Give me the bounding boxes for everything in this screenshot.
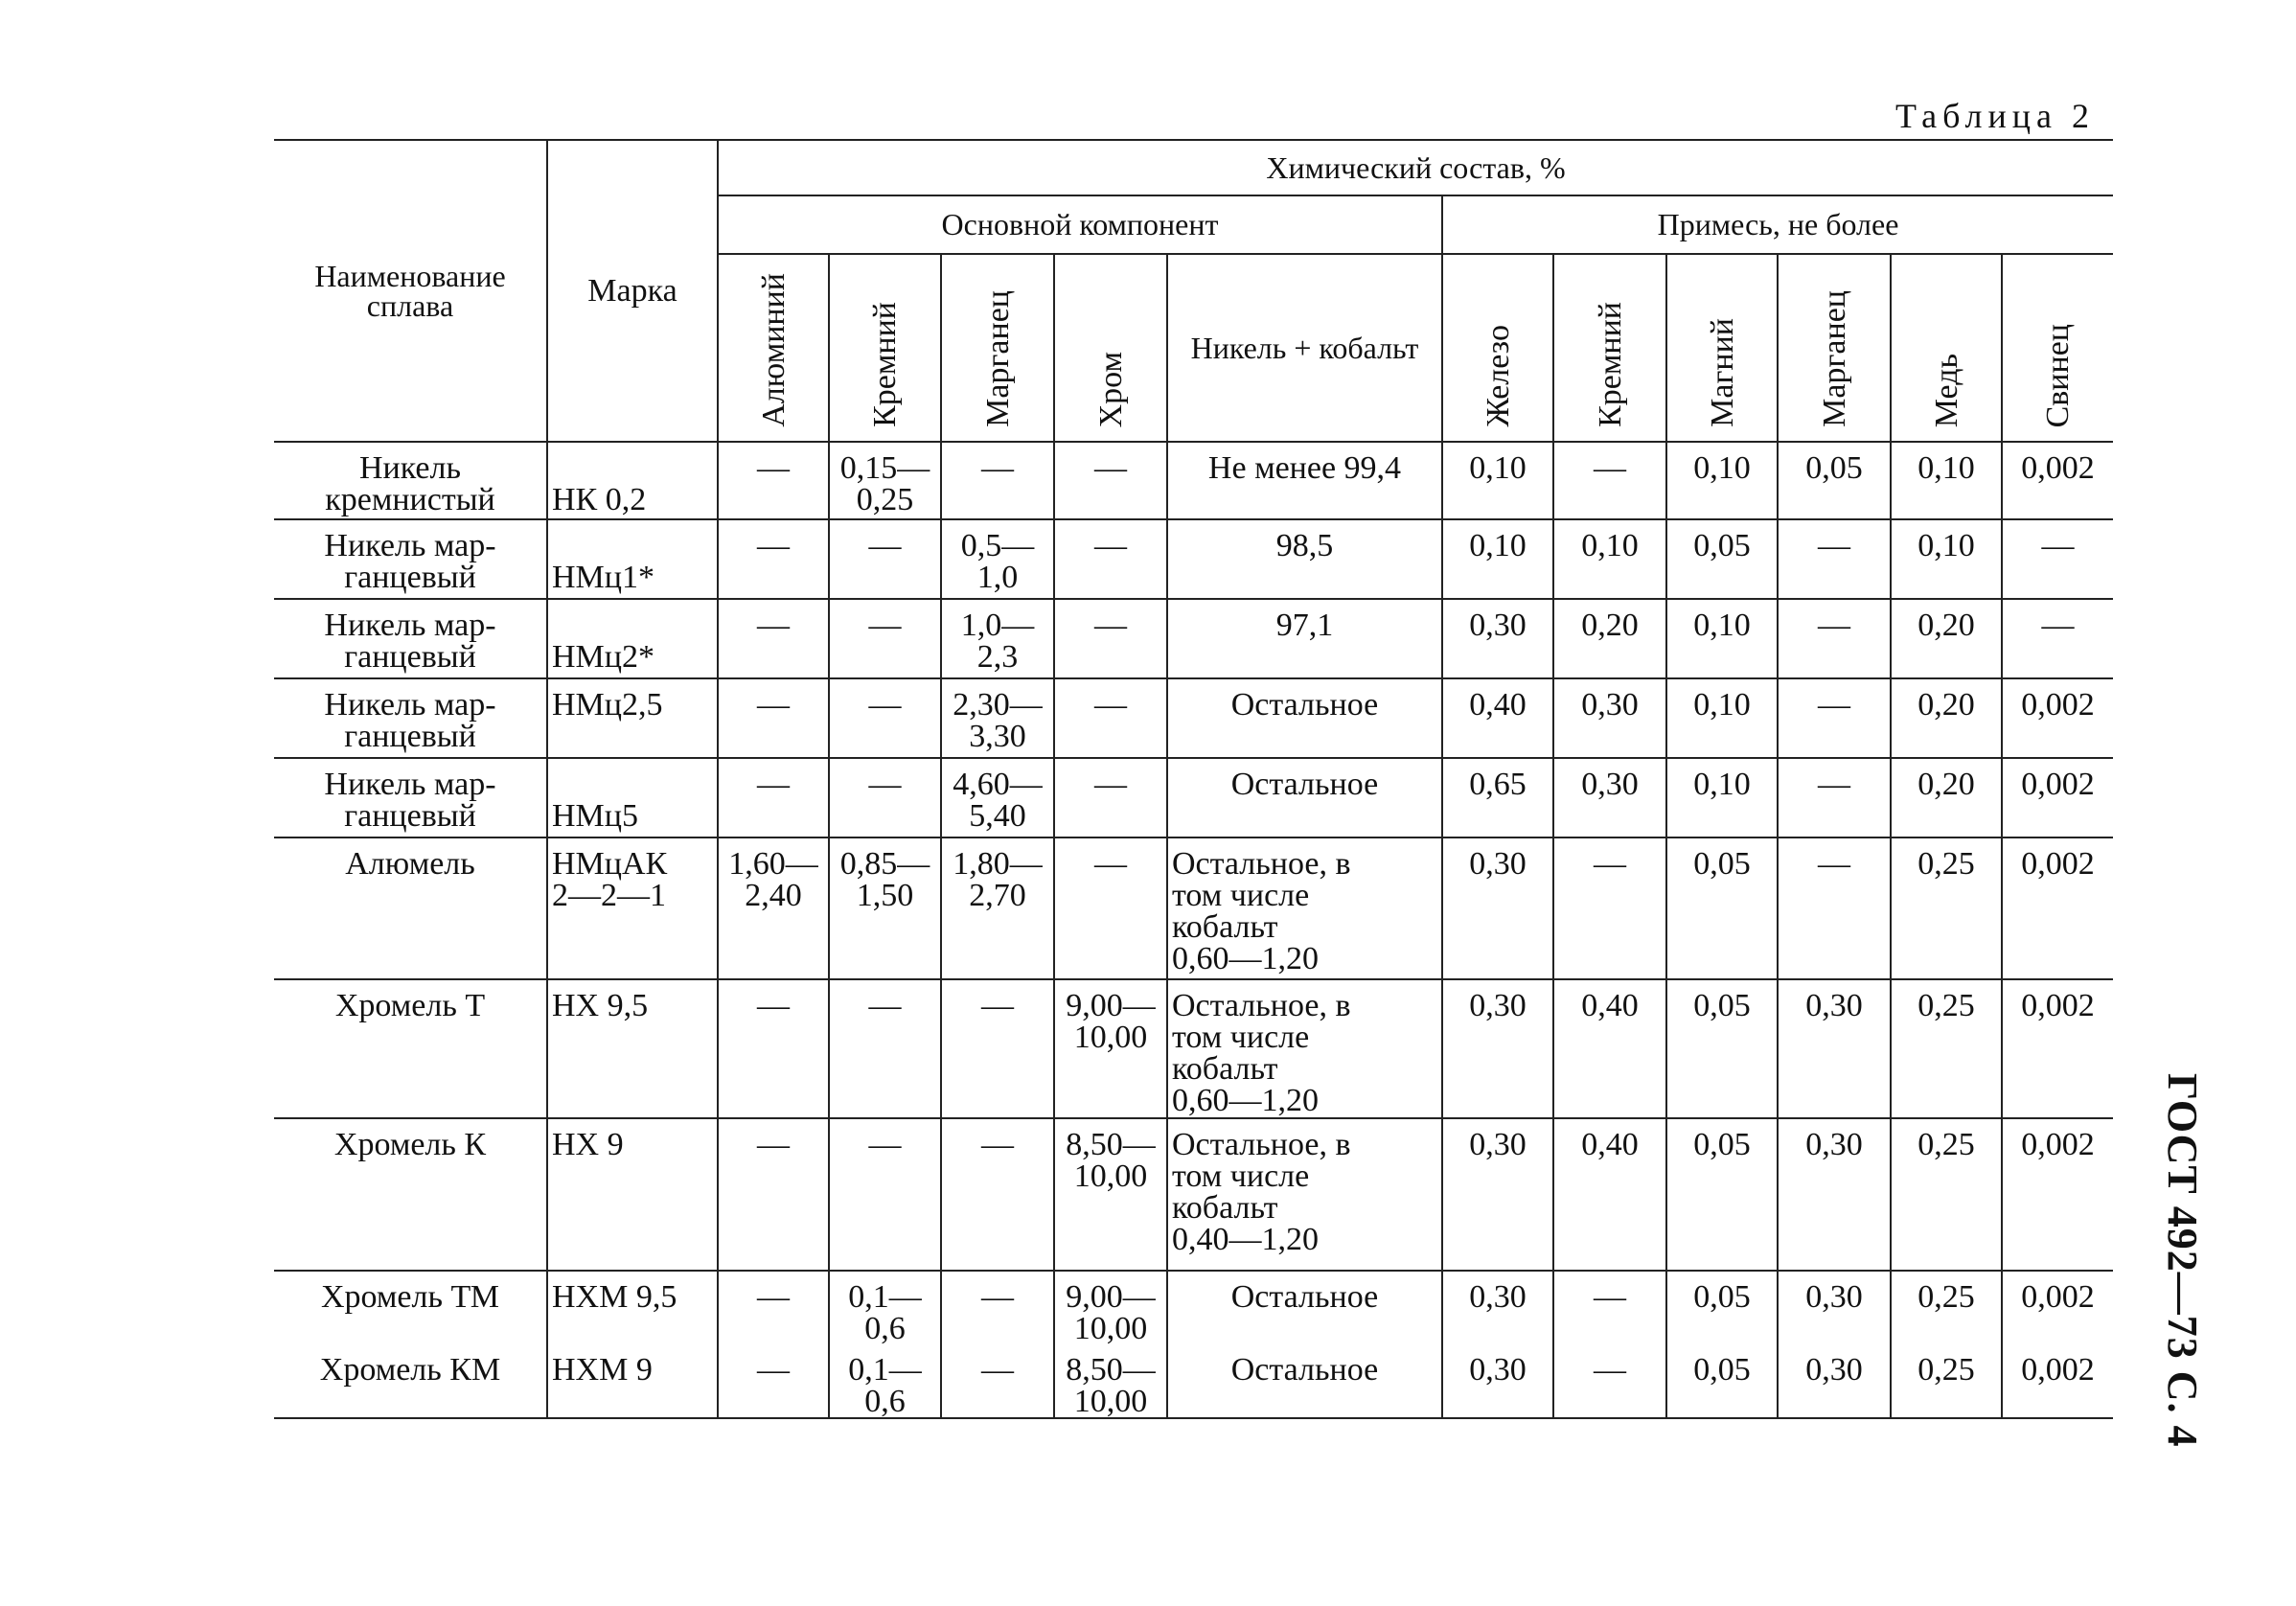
composition-cell: —	[829, 758, 941, 837]
composition-cell: 0,30	[1442, 1271, 1553, 1344]
composition-cell: 0,05	[1666, 837, 1778, 979]
composition-cell: 0,30	[1442, 599, 1553, 678]
alloy-mark: НХМ 9,5	[547, 1271, 718, 1344]
header-chemical-composition: Химический состав, %	[718, 140, 2113, 195]
composition-cell: —	[2002, 519, 2113, 599]
alloy-mark: НМц2,5	[547, 678, 718, 758]
composition-cell: 1,80— 2,70	[941, 837, 1054, 979]
column-header	[1054, 254, 1167, 442]
composition-cell: 0,1— 0,6	[829, 1271, 941, 1344]
composition-cell: 0,5— 1,0	[941, 519, 1054, 599]
column-header: Никель + кобальт	[1167, 254, 1442, 442]
composition-cell: 0,002	[2002, 442, 2113, 519]
column-header-label: Марганец	[1816, 290, 1852, 427]
composition-cell: 0,30	[1442, 979, 1553, 1118]
alloy-name: Никель мар- ганцевый	[274, 599, 547, 678]
composition-cell: 0,05	[1666, 1118, 1778, 1271]
table-row	[274, 979, 2113, 1118]
alloy-name: Хромель КМ	[274, 1344, 547, 1418]
composition-cell: —	[1778, 837, 1891, 979]
composition-cell: —	[718, 519, 829, 599]
composition-cell: —	[1553, 1271, 1666, 1344]
alloy-name: Никель мар- ганцевый	[274, 758, 547, 837]
composition-cell: —	[829, 678, 941, 758]
column-header-label: Медь	[1928, 353, 1964, 427]
composition-cell: —	[941, 1118, 1054, 1271]
table-row	[274, 837, 2113, 979]
composition-cell: 0,25	[1891, 1344, 2002, 1418]
table-row	[274, 758, 2113, 837]
column-header-label: Магний	[1704, 318, 1740, 427]
table-row	[274, 599, 2113, 678]
column-header	[1553, 254, 1666, 442]
composition-cell: —	[829, 1118, 941, 1271]
alloy-name: Никель кремнистый	[274, 442, 547, 519]
composition-cell: 0,05	[1778, 442, 1891, 519]
alloy-mark: НМц1*	[547, 519, 718, 599]
composition-cell: 0,20	[1891, 758, 2002, 837]
composition-cell: 0,05	[1666, 979, 1778, 1118]
composition-cell: 0,002	[2002, 1118, 2113, 1271]
composition-cell: 0,30	[1442, 1118, 1553, 1271]
column-header	[2002, 254, 2113, 442]
composition-cell: Остальное, в том числе кобальт 0,40—1,20	[1167, 1118, 1442, 1271]
table-row	[274, 1344, 2113, 1418]
composition-cell: 0,30	[1553, 758, 1666, 837]
column-header	[1666, 254, 1778, 442]
alloy-mark: НМц5	[547, 758, 718, 837]
composition-cell: 0,30	[1778, 1118, 1891, 1271]
composition-cell: 9,00— 10,00	[1054, 1271, 1167, 1344]
column-header	[829, 254, 941, 442]
composition-cell: 0,40	[1553, 979, 1666, 1118]
composition-cell: Остальное, в том числе кобальт 0,60—1,20	[1167, 979, 1442, 1118]
composition-cell: 97,1	[1167, 599, 1442, 678]
composition-cell: Остальное, в том числе кобальт 0,60—1,20	[1167, 837, 1442, 979]
composition-cell: —	[1778, 678, 1891, 758]
composition-cell: Остальное	[1167, 1271, 1442, 1344]
composition-cell: 0,10	[1666, 599, 1778, 678]
composition-cell: Не менее 99,4	[1167, 442, 1442, 519]
column-header	[718, 254, 829, 442]
composition-cell: —	[1054, 837, 1167, 979]
alloy-name: Алюмель	[274, 837, 547, 979]
composition-cell: 0,10	[1666, 442, 1778, 519]
composition-cell: 0,85— 1,50	[829, 837, 941, 979]
alloy-name: Хромель Т	[274, 979, 547, 1118]
composition-cell: Остальное	[1167, 678, 1442, 758]
composition-cell: 0,002	[2002, 758, 2113, 837]
alloy-mark: НХМ 9	[547, 1344, 718, 1418]
composition-cell: —	[829, 599, 941, 678]
alloy-mark: НХ 9,5	[547, 979, 718, 1118]
composition-cell: —	[941, 1344, 1054, 1418]
composition-cell: 0,20	[1891, 599, 2002, 678]
composition-cell: 0,20	[1891, 678, 2002, 758]
composition-cell: 0,30	[1442, 837, 1553, 979]
composition-cell: 0,30	[1778, 1344, 1891, 1418]
composition-cell: 2,30— 3,30	[941, 678, 1054, 758]
column-header-label: Марганец	[979, 290, 1016, 427]
alloy-name: Никель мар- ганцевый	[274, 678, 547, 758]
composition-cell: —	[1054, 519, 1167, 599]
composition-cell: 1,0— 2,3	[941, 599, 1054, 678]
alloy-mark: НК 0,2	[547, 442, 718, 519]
column-header-label: Железо	[1480, 325, 1516, 427]
document-page-label: ГОСТ 492—73 С. 4	[2159, 1073, 2206, 1448]
composition-cell: —	[2002, 599, 2113, 678]
composition-cell: 0,1— 0,6	[829, 1344, 941, 1418]
composition-cell: 0,30	[1442, 1344, 1553, 1418]
table-caption: Таблица 2	[1895, 97, 2095, 135]
composition-cell: 0,30	[1778, 1271, 1891, 1344]
composition-cell: —	[718, 1344, 829, 1418]
composition-cell: —	[718, 979, 829, 1118]
composition-cell: —	[1553, 1344, 1666, 1418]
column-header	[1778, 254, 1891, 442]
table-row	[274, 1118, 2113, 1271]
column-header-label: Свинец	[2040, 323, 2076, 427]
composition-cell: —	[1778, 599, 1891, 678]
composition-cell: 0,30	[1778, 979, 1891, 1118]
table-row	[274, 442, 2113, 519]
composition-cell: 0,25	[1891, 837, 2002, 979]
composition-cell: 0,10	[1442, 442, 1553, 519]
composition-cell: 0,25	[1891, 1118, 2002, 1271]
composition-cell: 0,05	[1666, 1271, 1778, 1344]
composition-cell: —	[829, 519, 941, 599]
composition-cell: 0,05	[1666, 519, 1778, 599]
alloy-mark: НМцАК 2—2—1	[547, 837, 718, 979]
alloy-name: Хромель ТМ	[320, 1279, 500, 1315]
composition-cell: 0,15— 0,25	[829, 442, 941, 519]
composition-cell: —	[1553, 442, 1666, 519]
composition-cell: —	[1054, 599, 1167, 678]
composition-cell: 0,002	[2002, 678, 2113, 758]
column-header	[941, 254, 1054, 442]
table-row	[274, 678, 2113, 758]
composition-cell: —	[829, 979, 941, 1118]
alloy-mark: НМц2*	[547, 599, 718, 678]
column-header-label: Кремний	[1592, 302, 1628, 427]
composition-cell: —	[1054, 758, 1167, 837]
composition-cell: 0,25	[1891, 979, 2002, 1118]
composition-cell: 0,10	[1553, 519, 1666, 599]
composition-cell: 0,002	[2002, 979, 2113, 1118]
composition-cell: —	[718, 1271, 829, 1344]
composition-cell: —	[1778, 758, 1891, 837]
composition-cell: —	[1054, 678, 1167, 758]
composition-cell: 4,60— 5,40	[941, 758, 1054, 837]
composition-cell: 0,002	[2002, 1271, 2113, 1344]
composition-cell: 0,10	[1666, 758, 1778, 837]
composition-cell: —	[718, 442, 829, 519]
composition-cell: —	[1778, 519, 1891, 599]
composition-cell: —	[718, 1118, 829, 1271]
column-header-label: Алюминий	[755, 273, 792, 427]
column-header-label: Хром	[1092, 351, 1129, 427]
composition-cell: 0,10	[1891, 442, 2002, 519]
composition-cell: 9,00— 10,00	[1054, 979, 1167, 1118]
composition-cell: 0,30	[1553, 678, 1666, 758]
composition-cell: —	[718, 678, 829, 758]
composition-cell: 8,50— 10,00	[1054, 1118, 1167, 1271]
column-header-label: Кремний	[867, 302, 903, 427]
alloy-name: Хромель К	[274, 1118, 547, 1271]
composition-cell: Остальное	[1167, 1344, 1442, 1418]
column-header	[1891, 254, 2002, 442]
composition-cell: 8,50— 10,00	[1054, 1344, 1167, 1418]
column-header	[1442, 254, 1553, 442]
table-row	[274, 1271, 2113, 1344]
composition-cell: —	[941, 979, 1054, 1118]
composition-cell: 0,10	[1666, 678, 1778, 758]
composition-cell: —	[941, 442, 1054, 519]
composition-cell: —	[941, 1271, 1054, 1344]
composition-cell: 0,65	[1442, 758, 1553, 837]
header-alloy-name: Наименование сплава	[274, 140, 547, 442]
composition-cell: 98,5	[1167, 519, 1442, 599]
composition-cell: —	[1054, 442, 1167, 519]
composition-cell: Остальное	[1167, 758, 1442, 837]
composition-cell: —	[718, 599, 829, 678]
composition-cell: 0,40	[1553, 1118, 1666, 1271]
composition-cell: 0,40	[1442, 678, 1553, 758]
alloy-name: Никель мар- ганцевый	[274, 519, 547, 599]
composition-cell: 0,25	[1891, 1271, 2002, 1344]
composition-cell: 0,10	[1891, 519, 2002, 599]
composition-cell: 0,002	[2002, 837, 2113, 979]
alloy-mark: НХ 9	[547, 1118, 718, 1271]
header-main-component: Основной компонент	[718, 195, 1442, 254]
header-mark: Марка	[547, 140, 718, 442]
table-row	[274, 519, 2113, 599]
composition-cell: —	[718, 758, 829, 837]
chemical-composition-table	[274, 139, 2113, 1419]
composition-cell: 0,002	[2002, 1344, 2113, 1418]
composition-cell: 0,05	[1666, 1344, 1778, 1418]
header-impurity: Примесь, не более	[1442, 195, 2113, 254]
composition-cell: 0,10	[1442, 519, 1553, 599]
composition-cell: 0,20	[1553, 599, 1666, 678]
composition-cell: —	[1553, 837, 1666, 979]
composition-cell: 1,60— 2,40	[718, 837, 829, 979]
